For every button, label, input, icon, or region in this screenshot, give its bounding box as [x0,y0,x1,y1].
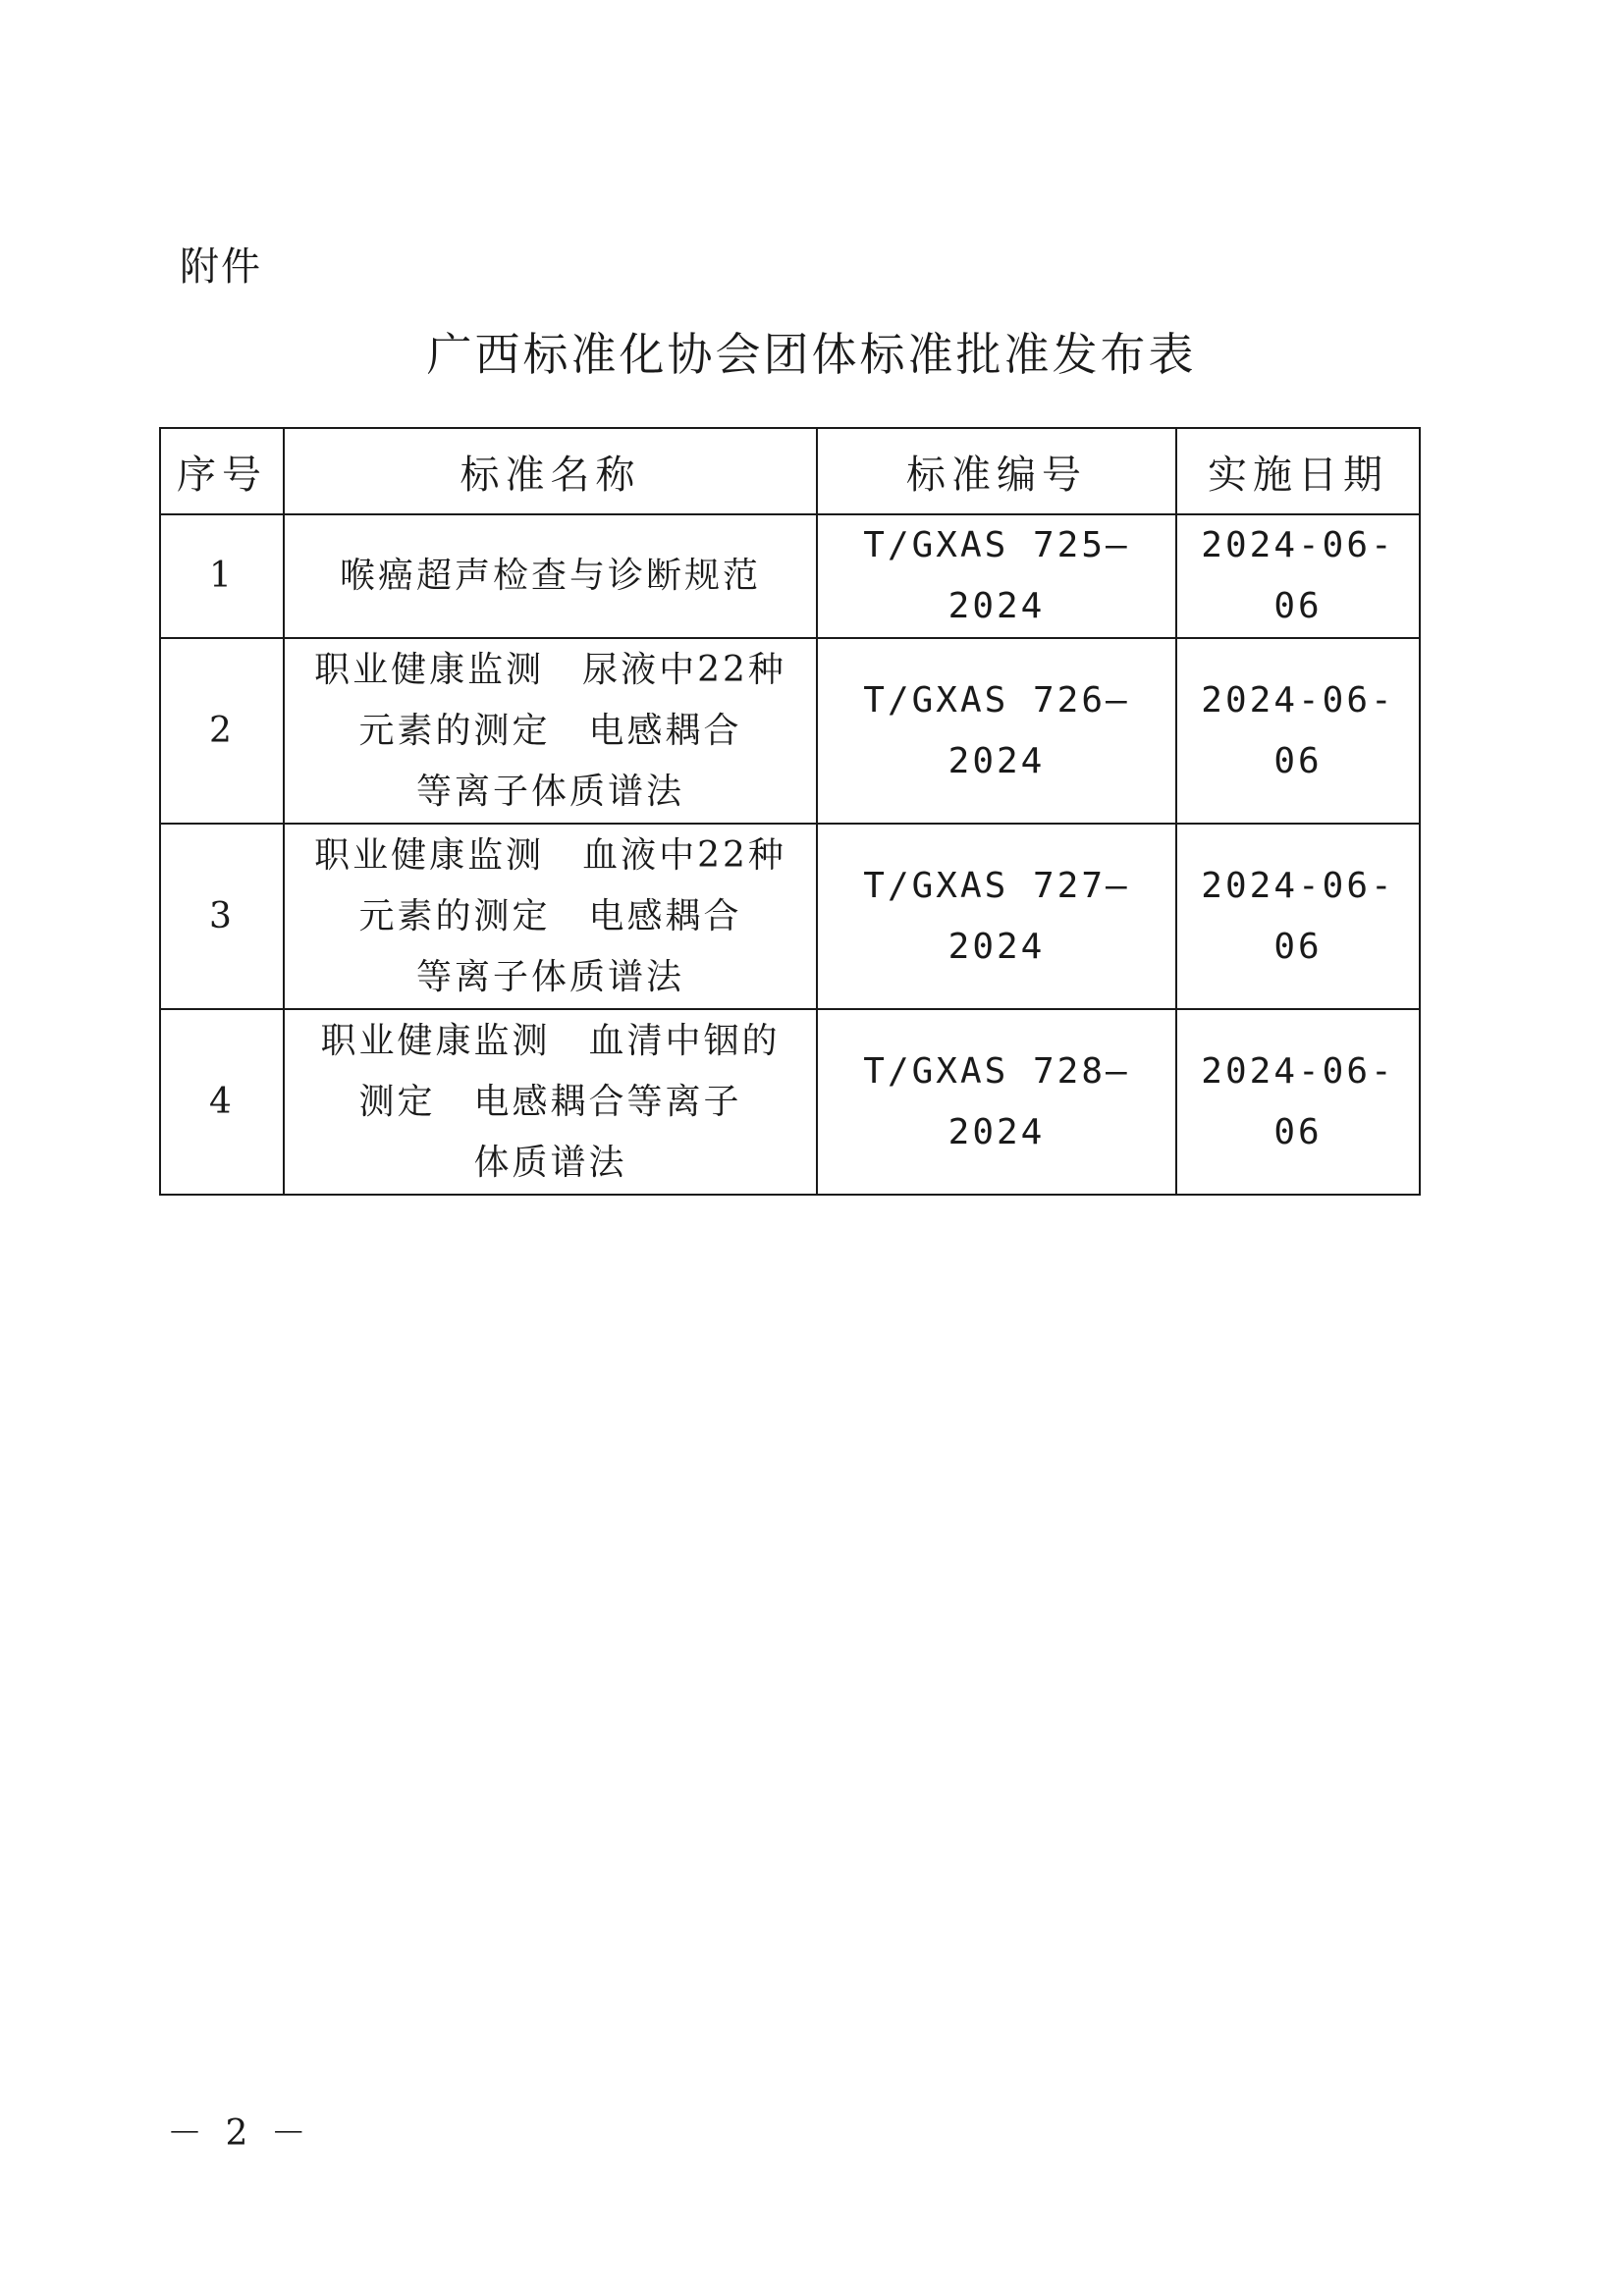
row-index: 2 [160,638,284,824]
page-title: 广西标准化协会团体标准批准发布表 [426,328,1197,381]
row-index: 3 [160,824,284,1009]
standards-table [159,427,1421,1196]
header-name: 标准名称 [284,428,817,514]
row-name-text: 喉癌超声检查与诊断规范 [339,556,761,596]
table-row [160,1009,1420,1195]
row-code: T/GXAS 727—2024 [817,824,1176,1009]
row-date: 2024-06-06 [1176,1009,1420,1195]
table-row [160,824,1420,1009]
table-row [160,638,1420,824]
row-code: T/GXAS 725—2024 [817,514,1176,638]
table-header-row [160,428,1420,514]
row-name-text: 职业健康监测 尿液中22种 元素的测定 电感耦合 等离子体质谱法 [314,649,786,812]
row-name-text: 职业健康监测 血清中铟的 测定 电感耦合等离子 体质谱法 [320,1020,781,1183]
page-number: － 2 － [167,2113,312,2154]
table-row [160,514,1420,638]
row-code: T/GXAS 726—2024 [817,638,1176,824]
row-date: 2024-06-06 [1176,638,1420,824]
attachment-label: 附件 [180,244,262,290]
row-name [284,638,817,824]
row-date: 2024-06-06 [1176,514,1420,638]
row-name-text: 职业健康监测 血液中22种 元素的测定 电感耦合 等离子体质谱法 [314,834,786,997]
row-name [284,1009,817,1195]
row-index: 4 [160,1009,284,1195]
row-date: 2024-06-06 [1176,824,1420,1009]
header-index: 序号 [160,428,284,514]
row-code: T/GXAS 728—2024 [817,1009,1176,1195]
header-date: 实施日期 [1176,428,1420,514]
header-code: 标准编号 [817,428,1176,514]
row-name [284,514,817,638]
row-index: 1 [160,514,284,638]
row-name [284,824,817,1009]
